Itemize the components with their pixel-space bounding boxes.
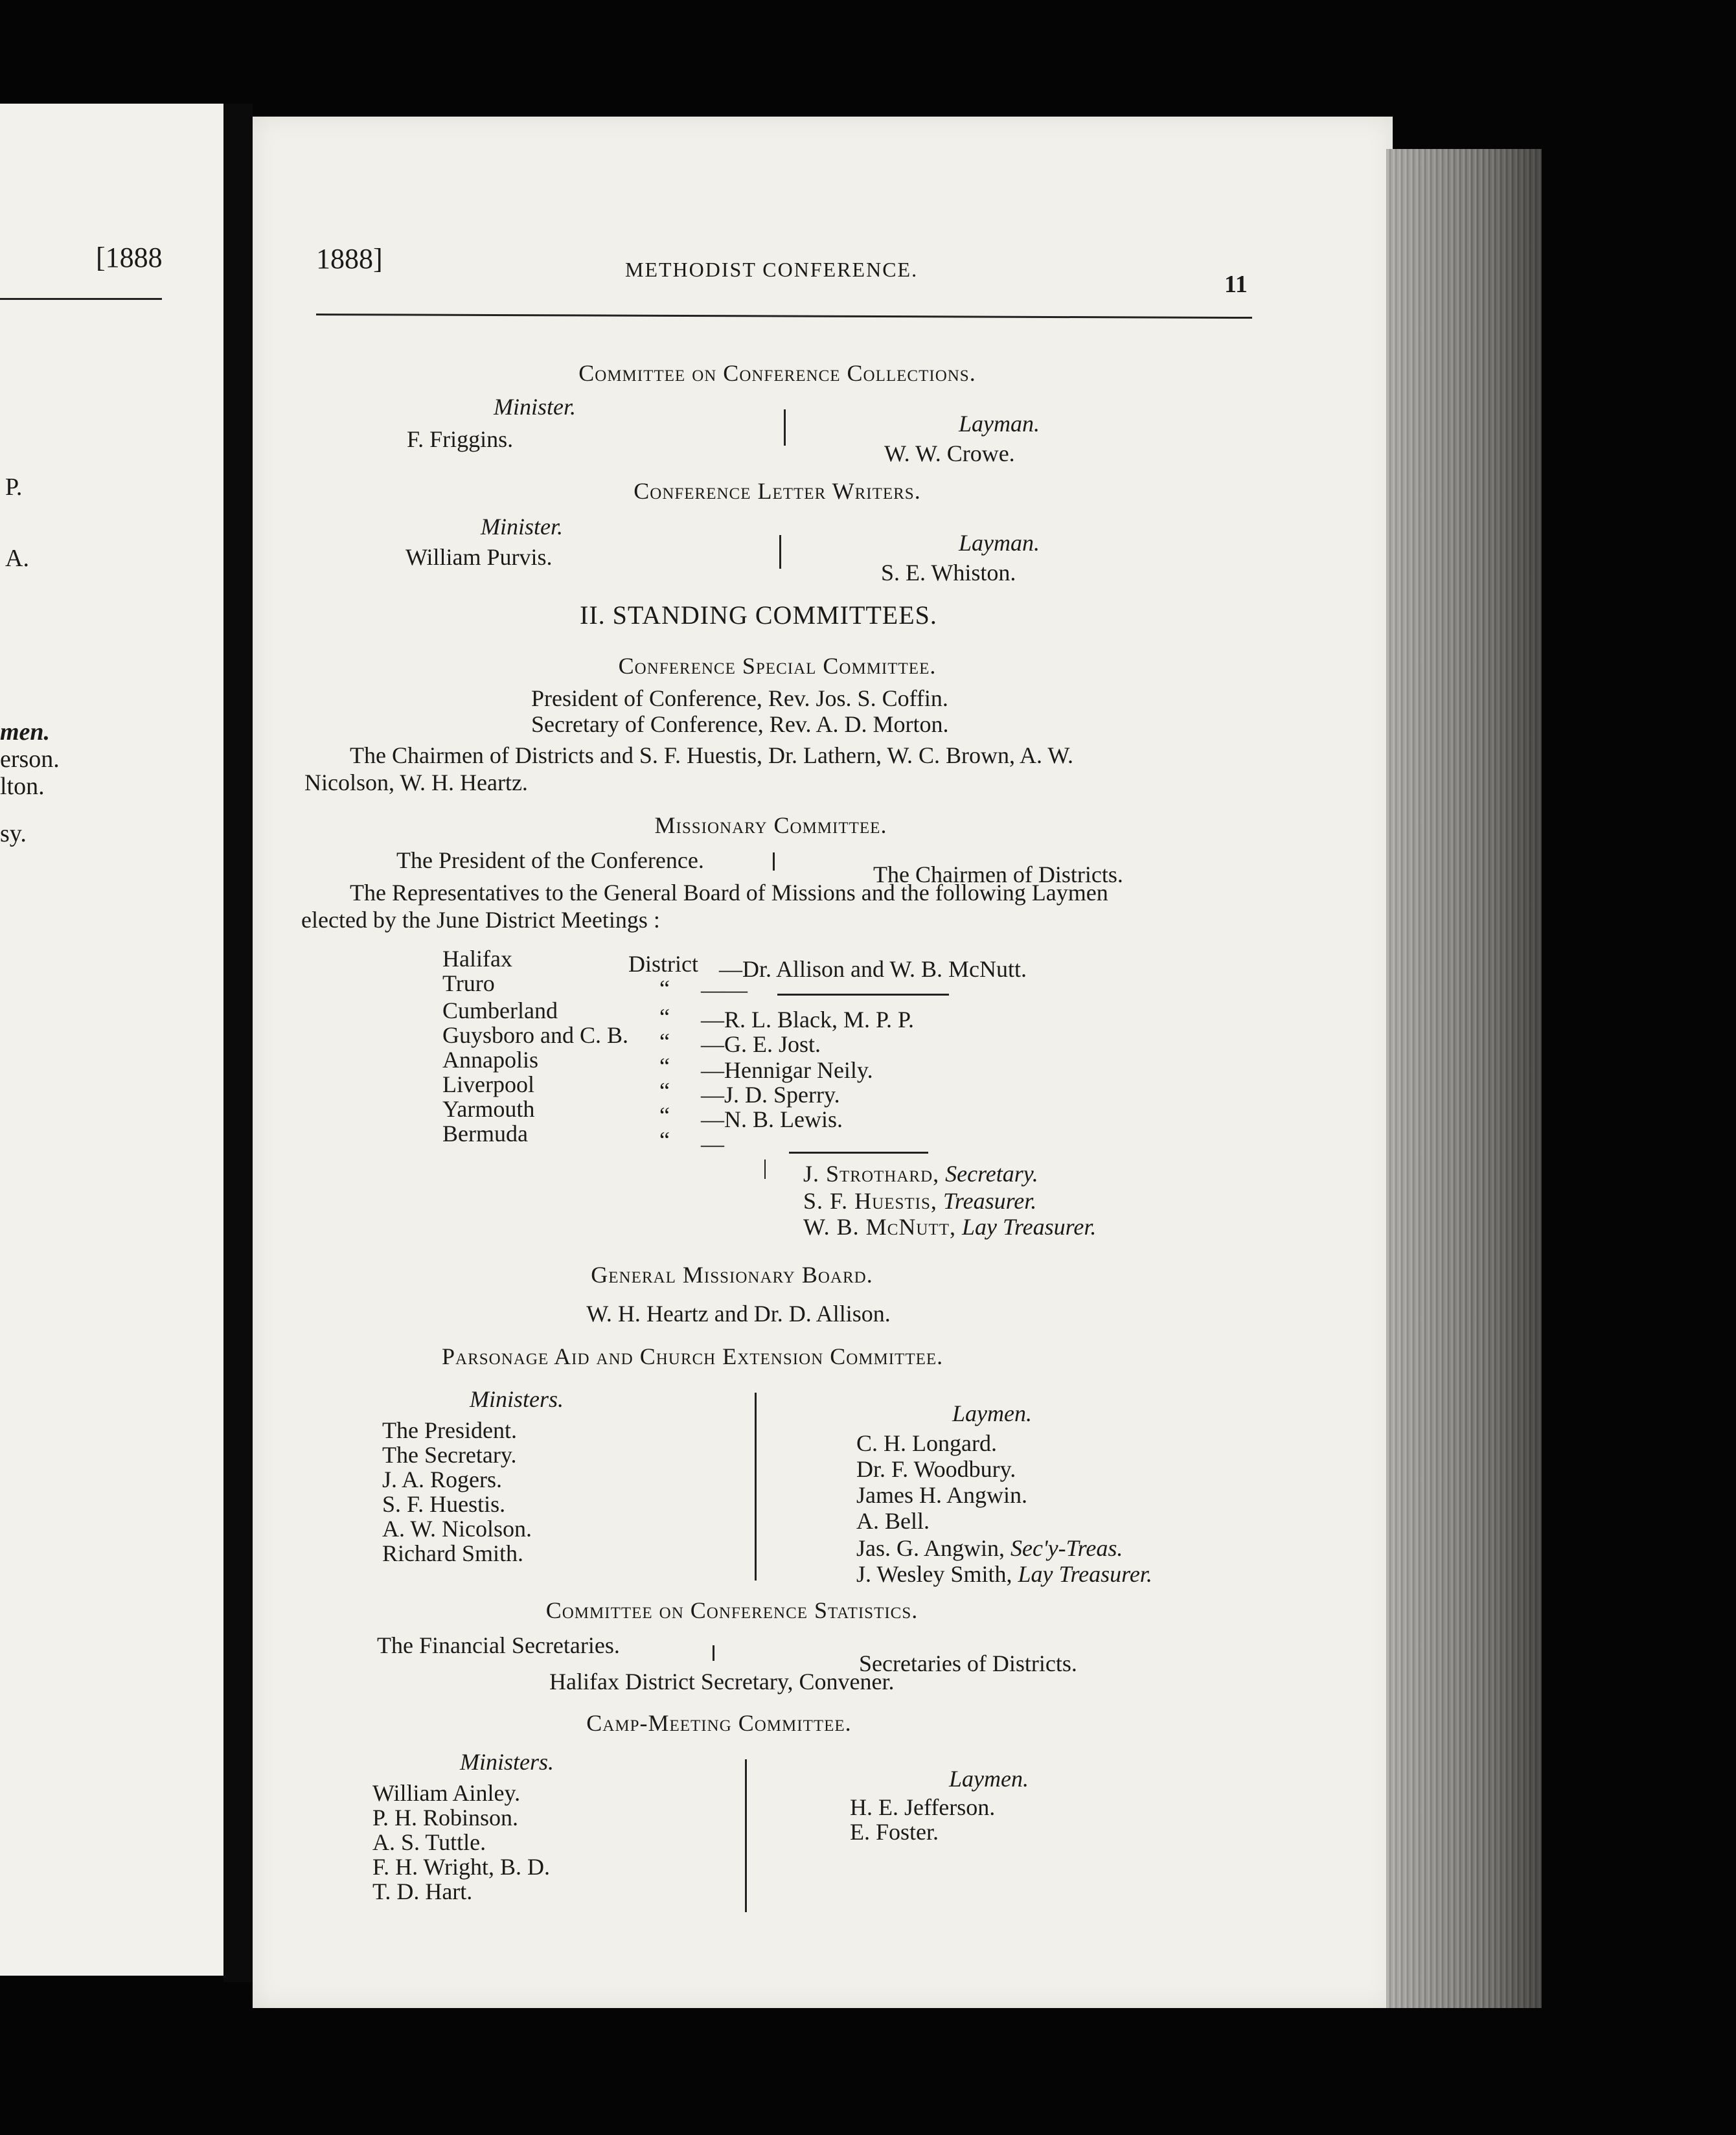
district-member: — (701, 1131, 724, 1157)
district-name: Bermuda (442, 1121, 528, 1147)
parsonage-title: Parsonage Aid and Church Extension Committee. (442, 1343, 944, 1369)
district-mark: “ (659, 1053, 670, 1079)
missionary-left: The President of the Conference. (396, 847, 704, 873)
column-divider (745, 1759, 747, 1912)
missionary-paragraph: elected by the June District Meetings : (301, 907, 660, 933)
letter-writers-layman-label: Layman. (959, 530, 1040, 556)
lay-officer-role: Sec'y-Treas. (1011, 1535, 1123, 1561)
collections-title: Committee on Conference Collections. (578, 360, 976, 386)
missionary-paragraph: The Representatives to the General Board of Missions and the following Laymen (350, 880, 1108, 906)
statistics-convener: Halifax District Secretary, Convener. (549, 1669, 895, 1695)
collections-minister: F. Friggins. (407, 426, 514, 452)
left-fragment: A. (5, 545, 29, 572)
left-fragment: lton. (0, 773, 45, 800)
camp-ministers-label: Ministers. (460, 1749, 554, 1775)
district-name: Annapolis (442, 1047, 538, 1073)
collections-minister-label: Minister. (494, 394, 577, 420)
lay-officer-name: Jas. G. Angwin, (856, 1535, 1005, 1561)
left-fragment: P. (5, 474, 23, 501)
missionary-right: The Chairmen of Districts. (873, 862, 1123, 887)
left-header-rule (0, 298, 162, 300)
statistics-right: Secretaries of Districts. (859, 1650, 1077, 1676)
officer-name: W. B. McNutt, (803, 1214, 956, 1240)
district-member: —J. D. Sperry. (701, 1082, 840, 1108)
district-member: —Hennigar Neily. (701, 1057, 873, 1083)
lay-officer-role: Lay Treasurer. (1018, 1561, 1152, 1587)
district-name: Guysboro and C. B. (442, 1022, 628, 1048)
officer-role: Secretary. (945, 1161, 1038, 1187)
parsonage-layman: C. H. Longard. (856, 1430, 997, 1456)
column-divider (755, 1393, 757, 1581)
standing-committees-heading: II. STANDING COMMITTEES. (580, 600, 937, 630)
camp-layman: E. Foster. (850, 1819, 939, 1845)
camp-minister: William Ainley. (372, 1780, 521, 1806)
collections-layman-label: Layman. (959, 411, 1040, 437)
general-board-members: W. H. Heartz and Dr. D. Allison. (586, 1301, 891, 1327)
district-mark: “ (659, 976, 670, 1001)
left-page (0, 104, 223, 1976)
missionary-title: Missionary Committee. (654, 812, 887, 838)
left-fragment: sy. (0, 820, 27, 847)
left-fragment: erson. (0, 746, 60, 773)
letter-writers-layman: S. E. Whiston. (881, 560, 1016, 586)
camp-minister: F. H. Wright, B. D. (372, 1854, 551, 1880)
district-name: Cumberland (442, 998, 558, 1023)
officer-name: J. Strothard, (803, 1161, 940, 1187)
parsonage-ministers-label: Ministers. (470, 1386, 564, 1412)
left-fragment: men. (0, 718, 51, 746)
district-mark: “ (659, 1078, 670, 1104)
statistics-left: The Financial Secretaries. (377, 1632, 620, 1658)
parsonage-minister: The Secretary. (382, 1442, 517, 1468)
statistics-title: Committee on Conference Statistics. (545, 1597, 919, 1623)
book-gutter (223, 104, 253, 1982)
district-mark: “ (659, 1004, 670, 1030)
camp-minister: T. D. Hart. (372, 1878, 473, 1904)
camp-title: Camp-Meeting Committee. (586, 1710, 852, 1736)
district-member: —G. E. Jost. (701, 1031, 821, 1057)
camp-minister: A. S. Tuttle. (372, 1829, 486, 1855)
camp-minister: P. H. Robinson. (372, 1805, 519, 1831)
parsonage-minister: A. W. Nicolson. (382, 1516, 532, 1542)
letter-writers-title: Conference Letter Writers. (634, 478, 921, 504)
district-member: —Dr. Allison and W. B. McNutt. (719, 956, 1027, 982)
column-divider (784, 409, 786, 446)
column-divider (773, 852, 775, 871)
collections-layman: W. W. Crowe. (884, 440, 1015, 466)
parsonage-minister: S. F. Huestis. (382, 1491, 506, 1517)
special-paragraph: The Chairmen of Districts and S. F. Huestis, Dr. Lathern, W. C. Brown, A. W. (350, 742, 1074, 768)
officer-name: S. F. Huestis, (803, 1188, 937, 1214)
special-paragraph: Nicolson, W. H. Heartz. (304, 770, 528, 795)
letter-writers-minister: William Purvis. (405, 544, 553, 570)
officer-role: Lay Treasurer. (961, 1214, 1097, 1240)
parsonage-minister: Richard Smith. (382, 1540, 523, 1566)
district-name: Yarmouth (442, 1096, 535, 1122)
district-name: Halifax (442, 946, 512, 972)
column-divider (764, 1159, 766, 1179)
officer-role: Treasurer. (942, 1188, 1037, 1214)
district-mark: District (628, 951, 698, 977)
district-mark: “ (659, 1102, 670, 1128)
parsonage-layman: James H. Angwin. (856, 1482, 1027, 1508)
district-mark: “ (659, 1029, 670, 1055)
special-line: President of Conference, Rev. Jos. S. Coffin. (531, 685, 948, 711)
parsonage-laymen-label: Laymen. (952, 1400, 1032, 1426)
district-name: Liverpool (442, 1071, 534, 1097)
parsonage-layman: Dr. F. Woodbury. (856, 1456, 1016, 1482)
district-member: —R. L. Black, M. P. P. (701, 1007, 915, 1033)
district-member: —— (701, 977, 748, 1003)
special-line: Secretary of Conference, Rev. A. D. Morton. (531, 711, 949, 737)
left-page-year: [1888 (96, 242, 163, 273)
general-board-title: General Missionary Board. (591, 1262, 873, 1288)
parsonage-layman: A. Bell. (856, 1508, 930, 1534)
page-number: 11 (1224, 271, 1248, 298)
blank-rule (789, 1152, 928, 1154)
letter-writers-minister-label: Minister. (481, 514, 564, 540)
district-member: —N. B. Lewis. (701, 1106, 843, 1132)
district-mark: “ (659, 1127, 670, 1153)
lay-officer-name: J. Wesley Smith, (856, 1561, 1012, 1587)
running-title: METHODIST CONFERENCE. (625, 258, 919, 281)
parsonage-minister: The President. (382, 1417, 517, 1443)
camp-layman: H. E. Jefferson. (850, 1794, 996, 1820)
column-divider (713, 1645, 714, 1661)
parsonage-minister: J. A. Rogers. (382, 1467, 503, 1492)
special-committee-title: Conference Special Committee. (618, 653, 937, 679)
page-block-shade (1386, 149, 1542, 2008)
district-name: Truro (442, 970, 495, 996)
camp-laymen-label: Laymen. (949, 1766, 1029, 1792)
column-divider (779, 535, 781, 569)
blank-rule (777, 994, 949, 996)
page-year: 1888] (316, 243, 383, 275)
